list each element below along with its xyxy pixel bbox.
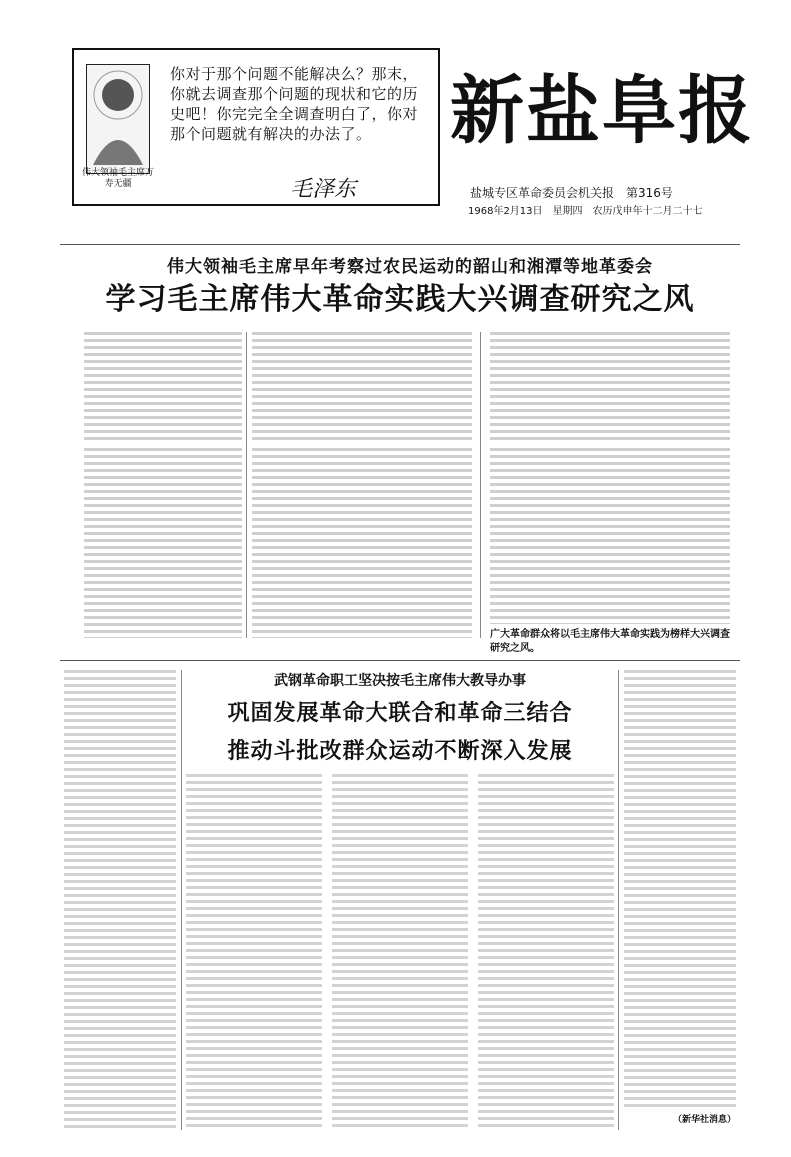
issue-number: 第316号: [626, 186, 673, 200]
quotation-signature: 毛泽东: [290, 177, 357, 202]
lead-article-closing: 广大革命群众将以毛主席伟大革命实践为榜样大兴调查研究之风。: [490, 629, 730, 654]
column-rule: [480, 332, 481, 638]
lunar-date: 农历戊申年十二月二十七: [592, 206, 703, 217]
masthead-divider: [60, 244, 740, 245]
date: 1968年2月13日: [468, 206, 543, 217]
second-kicker: 武钢革命职工坚决按毛主席伟大教导办事: [274, 673, 526, 689]
article-divider: [60, 660, 740, 661]
quotation-box: [72, 48, 440, 206]
lead-article-column-1: [84, 332, 242, 444]
lead-article-column-2b: [252, 448, 472, 638]
quotation-text: 你对于那个问题不能解决么？那末，你就去调查那个问题的现状和它的历史吧！你完完全全调查明白了，你对那个问题就有解决的办法了。: [170, 65, 419, 143]
second-headline-1: 巩固发展革命大联合和革命三结合: [227, 701, 573, 726]
newspaper-title: 新盐阜报: [450, 68, 754, 154]
column-rule: [618, 670, 619, 1130]
portrait-image: [86, 64, 150, 174]
second-article-column-5: [624, 670, 736, 1110]
second-headline-2: 推动斗批改群众运动不断深入发展: [227, 739, 573, 764]
publisher-line: [470, 186, 770, 200]
lead-article-column-3b: [490, 448, 730, 624]
column-rule: [181, 670, 182, 1130]
portrait-caption: 伟大领袖毛主席万寿无疆: [81, 168, 154, 189]
lead-headline: 学习毛主席伟大革命实践大兴调查研究之风: [105, 282, 695, 317]
second-article-column-1: [64, 670, 176, 1130]
portrait-icon: [87, 65, 149, 173]
publisher-name: 盐城专区革命委员会机关报: [470, 186, 615, 200]
second-article-column-2: [186, 774, 322, 1130]
lead-article-column-3: [490, 332, 730, 444]
lead-subhead: 伟大领袖毛主席早年考察过农民运动的韶山和湘潭等地革委会: [167, 257, 653, 277]
second-article-column-4: [478, 774, 614, 1130]
second-article-column-3: [332, 774, 468, 1130]
column-rule: [246, 332, 247, 638]
dateline: [468, 206, 774, 218]
news-source: （新华社消息）: [672, 1115, 736, 1125]
lead-article-column-2: [252, 332, 472, 444]
lead-article-column-1b: [84, 448, 242, 638]
weekday: 星期四: [552, 206, 583, 217]
